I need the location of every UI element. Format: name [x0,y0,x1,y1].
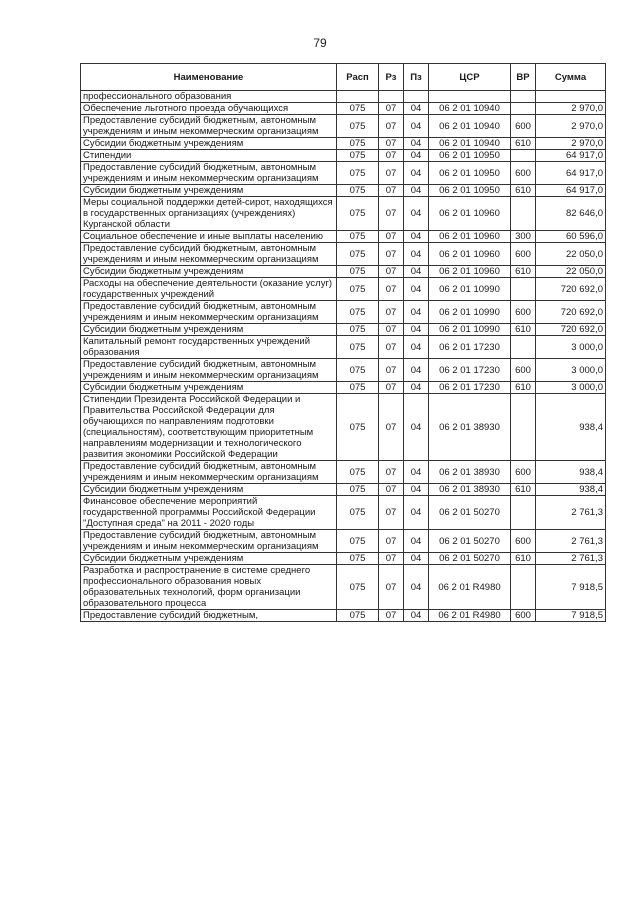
cell-pz: 04 [404,610,429,622]
cell-pz: 04 [404,461,429,484]
cell-csr: 06 2 01 17230 [429,336,511,359]
table-row [81,336,606,359]
header-vr: ВР [511,64,536,91]
cell-rasp: 075 [337,461,379,484]
cell-rasp: 075 [337,278,379,301]
cell-vr: 600 [511,162,536,185]
table-row [81,359,606,382]
cell-csr: 06 2 01 10950 [429,162,511,185]
cell-csr: 06 2 01 10960 [429,243,511,266]
cell-csr: 06 2 01 10940 [429,103,511,115]
cell-name: Предоставление субсидий бюджетным, автономным учреждениям и иным некоммерческим организациям [81,243,337,266]
table-row [81,266,606,278]
header-pz: Пз [404,64,429,91]
table-row [81,278,606,301]
table-row [81,103,606,115]
cell-csr [429,91,511,103]
cell-sum: 7 918,5 [536,565,606,610]
cell-vr: 600 [511,461,536,484]
cell-vr [511,565,536,610]
cell-rz: 07 [379,382,404,394]
table-row [81,197,606,231]
cell-rasp: 075 [337,231,379,243]
cell-pz: 04 [404,359,429,382]
cell-rasp: 075 [337,610,379,622]
cell-pz: 04 [404,197,429,231]
cell-vr [511,91,536,103]
cell-rasp [337,91,379,103]
cell-pz: 04 [404,150,429,162]
cell-sum: 82 646,0 [536,197,606,231]
table-row [81,243,606,266]
cell-sum: 2 970,0 [536,103,606,115]
cell-rz: 07 [379,138,404,150]
cell-csr: 06 2 01 10960 [429,266,511,278]
cell-name: Субсидии бюджетным учреждениям [81,138,337,150]
table-row [81,91,606,103]
cell-rasp: 075 [337,336,379,359]
cell-name: Предоставление субсидий бюджетным, автономным учреждениям и иным некоммерческим организациям [81,301,337,324]
budget-table [80,63,606,622]
cell-vr [511,336,536,359]
cell-rz: 07 [379,496,404,530]
cell-vr: 610 [511,185,536,197]
cell-csr: 06 2 01 50270 [429,553,511,565]
header-csr: ЦСР [429,64,511,91]
cell-rz: 07 [379,301,404,324]
cell-csr: 06 2 01 R4980 [429,565,511,610]
cell-vr [511,150,536,162]
cell-rasp: 075 [337,394,379,461]
cell-name: Субсидии бюджетным учреждениям [81,553,337,565]
cell-name: Субсидии бюджетным учреждениям [81,382,337,394]
cell-sum: 22 050,0 [536,243,606,266]
cell-name: Расходы на обеспечение деятельности (оказание услуг) государственных учреждений [81,278,337,301]
cell-rasp: 075 [337,103,379,115]
cell-vr: 610 [511,324,536,336]
cell-pz: 04 [404,115,429,138]
cell-name: Капитальный ремонт государственных учреждений образования [81,336,337,359]
cell-rz: 07 [379,266,404,278]
cell-pz: 04 [404,266,429,278]
cell-rz: 07 [379,336,404,359]
cell-csr: 06 2 01 38930 [429,461,511,484]
cell-rasp: 075 [337,185,379,197]
table-row [81,162,606,185]
cell-rasp: 075 [337,382,379,394]
cell-pz: 04 [404,496,429,530]
cell-pz: 04 [404,243,429,266]
table-row [81,553,606,565]
cell-rz: 07 [379,162,404,185]
cell-csr: 06 2 01 38930 [429,484,511,496]
cell-rasp: 075 [337,138,379,150]
cell-name: Предоставление субсидий бюджетным, автономным учреждениям и иным некоммерческим организациям [81,162,337,185]
cell-name: Обеспечение льготного проезда обучающихся [81,103,337,115]
cell-vr: 600 [511,530,536,553]
cell-rz: 07 [379,103,404,115]
cell-pz: 04 [404,484,429,496]
cell-sum [536,91,606,103]
header-name: Наименование [81,64,337,91]
cell-pz: 04 [404,185,429,197]
cell-sum: 60 596,0 [536,231,606,243]
cell-name: Предоставление субсидий бюджетным, [81,610,337,622]
cell-rz [379,91,404,103]
cell-rasp: 075 [337,301,379,324]
cell-sum: 22 050,0 [536,266,606,278]
cell-csr: 06 2 01 10990 [429,301,511,324]
cell-rz: 07 [379,150,404,162]
cell-csr: 06 2 01 10990 [429,278,511,301]
cell-name: профессионального образования [81,91,337,103]
cell-vr: 600 [511,243,536,266]
cell-vr: 610 [511,484,536,496]
cell-pz: 04 [404,162,429,185]
cell-name: Меры социальной поддержки детей-сирот, находящихся в государственных организациях (учреждениях) Курганской области [81,197,337,231]
cell-csr: 06 2 01 17230 [429,382,511,394]
table-row [81,496,606,530]
table-row [81,565,606,610]
cell-rasp: 075 [337,484,379,496]
cell-pz: 04 [404,382,429,394]
cell-rz: 07 [379,197,404,231]
cell-name: Предоставление субсидий бюджетным, автономным учреждениям и иным некоммерческим организациям [81,530,337,553]
cell-vr: 600 [511,301,536,324]
cell-csr: 06 2 01 10960 [429,197,511,231]
cell-vr: 610 [511,553,536,565]
cell-sum: 938,4 [536,394,606,461]
cell-sum: 938,4 [536,461,606,484]
header-rz: Рз [379,64,404,91]
table-row [81,231,606,243]
cell-name: Предоставление субсидий бюджетным, автономным учреждениям и иным некоммерческим организациям [81,359,337,382]
cell-sum: 2 761,3 [536,496,606,530]
cell-name: Субсидии бюджетным учреждениям [81,266,337,278]
cell-pz: 04 [404,301,429,324]
table-row [81,324,606,336]
cell-rz: 07 [379,231,404,243]
cell-vr: 610 [511,266,536,278]
cell-rasp: 075 [337,496,379,530]
cell-csr: 06 2 01 10940 [429,138,511,150]
cell-csr: 06 2 01 50270 [429,530,511,553]
cell-vr: 610 [511,138,536,150]
table-row [81,461,606,484]
cell-rasp: 075 [337,553,379,565]
cell-name: Финансовое обеспечение мероприятий государственной программы Российской Федерации "Доступная среда" на 2011 - 2020 годы [81,496,337,530]
cell-pz: 04 [404,553,429,565]
cell-pz: 04 [404,336,429,359]
cell-pz: 04 [404,138,429,150]
cell-sum: 2 970,0 [536,115,606,138]
cell-rasp: 075 [337,359,379,382]
header-sum: Сумма [536,64,606,91]
table-row [81,530,606,553]
cell-rz: 07 [379,530,404,553]
header-rasp: Расп [337,64,379,91]
cell-rasp: 075 [337,565,379,610]
cell-vr: 600 [511,115,536,138]
cell-csr: 06 2 01 38930 [429,394,511,461]
cell-name: Субсидии бюджетным учреждениям [81,324,337,336]
cell-sum: 938,4 [536,484,606,496]
cell-sum: 720 692,0 [536,278,606,301]
cell-rz: 07 [379,359,404,382]
cell-sum: 2 970,0 [536,138,606,150]
cell-rasp: 075 [337,197,379,231]
cell-rz: 07 [379,484,404,496]
cell-csr: 06 2 01 10960 [429,231,511,243]
cell-vr: 610 [511,382,536,394]
cell-pz: 04 [404,530,429,553]
cell-name: Предоставление субсидий бюджетным, автономным учреждениям и иным некоммерческим организациям [81,115,337,138]
cell-rz: 07 [379,324,404,336]
cell-vr [511,103,536,115]
cell-rasp: 075 [337,162,379,185]
cell-pz: 04 [404,565,429,610]
cell-vr: 600 [511,610,536,622]
cell-sum: 3 000,0 [536,336,606,359]
cell-rz: 07 [379,185,404,197]
cell-name: Стипендии [81,150,337,162]
table-row [81,115,606,138]
cell-pz: 04 [404,103,429,115]
cell-sum: 720 692,0 [536,324,606,336]
cell-name: Субсидии бюджетным учреждениям [81,484,337,496]
cell-vr: 600 [511,359,536,382]
cell-name: Субсидии бюджетным учреждениям [81,185,337,197]
cell-rz: 07 [379,461,404,484]
cell-vr [511,278,536,301]
page-number: 79 [313,36,327,50]
cell-csr: 06 2 01 10940 [429,115,511,138]
cell-rasp: 075 [337,530,379,553]
cell-rasp: 075 [337,115,379,138]
table-row [81,301,606,324]
cell-pz: 04 [404,394,429,461]
cell-rz: 07 [379,278,404,301]
cell-name: Социальное обеспечение и иные выплаты населению [81,231,337,243]
cell-vr [511,496,536,530]
table-row [81,484,606,496]
cell-pz [404,91,429,103]
cell-sum: 64 917,0 [536,150,606,162]
table-row [81,138,606,150]
cell-sum: 64 917,0 [536,162,606,185]
cell-rz: 07 [379,243,404,266]
table-row [81,185,606,197]
cell-sum: 720 692,0 [536,301,606,324]
cell-sum: 7 918,5 [536,610,606,622]
cell-rasp: 075 [337,243,379,266]
cell-sum: 2 761,3 [536,530,606,553]
table-row [81,394,606,461]
cell-pz: 04 [404,324,429,336]
table-header-row [81,64,606,91]
cell-sum: 2 761,3 [536,553,606,565]
cell-rz: 07 [379,565,404,610]
cell-name: Разработка и распространение в системе среднего профессионального образования новых образовательных технологий, форм организации образовательного процесса [81,565,337,610]
cell-rz: 07 [379,553,404,565]
cell-pz: 04 [404,278,429,301]
cell-rasp: 075 [337,266,379,278]
cell-csr: 06 2 01 10950 [429,150,511,162]
cell-rz: 07 [379,610,404,622]
cell-name: Стипендии Президента Российской Федерации и Правительства Российской Федерации для обучающихся по направлениям подготовки (специальностям), соответствующим приоритетным направлениям модернизации и технологического развития экономики Российской Федерации [81,394,337,461]
table-row [81,150,606,162]
cell-sum: 64 917,0 [536,185,606,197]
cell-csr: 06 2 01 50270 [429,496,511,530]
cell-rasp: 075 [337,150,379,162]
cell-rz: 07 [379,115,404,138]
cell-pz: 04 [404,231,429,243]
cell-csr: 06 2 01 10950 [429,185,511,197]
cell-name: Предоставление субсидий бюджетным, автономным учреждениям и иным некоммерческим организациям [81,461,337,484]
cell-rz: 07 [379,394,404,461]
table-row [81,610,606,622]
cell-vr [511,394,536,461]
cell-rasp: 075 [337,324,379,336]
cell-csr: 06 2 01 10990 [429,324,511,336]
cell-vr [511,197,536,231]
cell-csr: 06 2 01 R4980 [429,610,511,622]
cell-sum: 3 000,0 [536,382,606,394]
cell-sum: 3 000,0 [536,359,606,382]
cell-vr: 300 [511,231,536,243]
table-row [81,382,606,394]
cell-csr: 06 2 01 17230 [429,359,511,382]
